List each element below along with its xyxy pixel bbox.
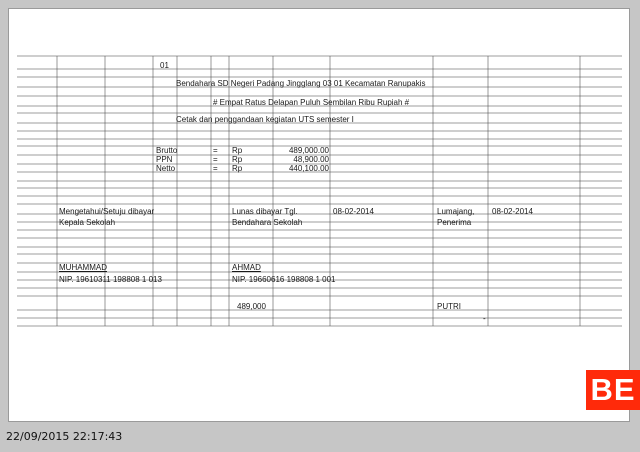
netto-label: Netto xyxy=(156,164,176,173)
netto-eq: = xyxy=(213,164,218,173)
amount-in-words: # Empat Ratus Delapan Puluh Sembilan Ribu Rupiah # xyxy=(213,98,410,107)
ppn-value: 48,900.00 xyxy=(293,155,329,164)
place-label: Lumajang, xyxy=(437,207,475,216)
receipt-number: 01 xyxy=(160,61,169,70)
ppn-label: PPN xyxy=(156,155,173,164)
place-date: 08-02-2014 xyxy=(492,207,533,216)
brutto-value: 489,000.00 xyxy=(288,146,329,155)
role-principal: Kepala Sekolah xyxy=(59,218,116,227)
treasurer-name: AHMAD xyxy=(232,263,261,272)
role-treasurer: Bendahara Sekolah xyxy=(232,218,303,227)
netto-currency: Rp xyxy=(232,164,243,173)
approval-label: Mengetahui/Setuju dibayar xyxy=(59,207,155,216)
be-logo: BE xyxy=(586,370,640,410)
principal-nip: NIP. 19610311 198808 1 013 xyxy=(59,275,162,284)
total-amount: 489,000 xyxy=(237,302,266,311)
paid-label: Lunas dibayar Tgl. xyxy=(232,207,298,216)
role-receiver: Penerima xyxy=(437,218,472,227)
brutto-currency: Rp xyxy=(232,146,243,155)
footnote-dash: - xyxy=(483,314,486,323)
treasurer-nip: NIP. 19660616 198808 1 001 xyxy=(232,275,336,284)
timestamp: 22/09/2015 22:17:43 xyxy=(6,430,123,443)
receiver-name: PUTRI xyxy=(437,302,461,311)
payee-text: Bendahara SD Negeri Padang Jingglang 03 01 Kecamatan Ranupakis xyxy=(176,79,426,88)
brutto-eq: = xyxy=(213,146,218,155)
ppn-currency: Rp xyxy=(232,155,243,164)
netto-value: 440,100.00 xyxy=(288,164,329,173)
brutto-label: Brutto xyxy=(156,146,178,155)
paid-date: 08-02-2014 xyxy=(333,207,374,216)
principal-name: MUHAMMAD xyxy=(59,263,107,272)
ppn-eq: = xyxy=(213,155,218,164)
purpose-text: Cetak dan penggandaan kegiatan UTS semester I xyxy=(176,115,354,124)
